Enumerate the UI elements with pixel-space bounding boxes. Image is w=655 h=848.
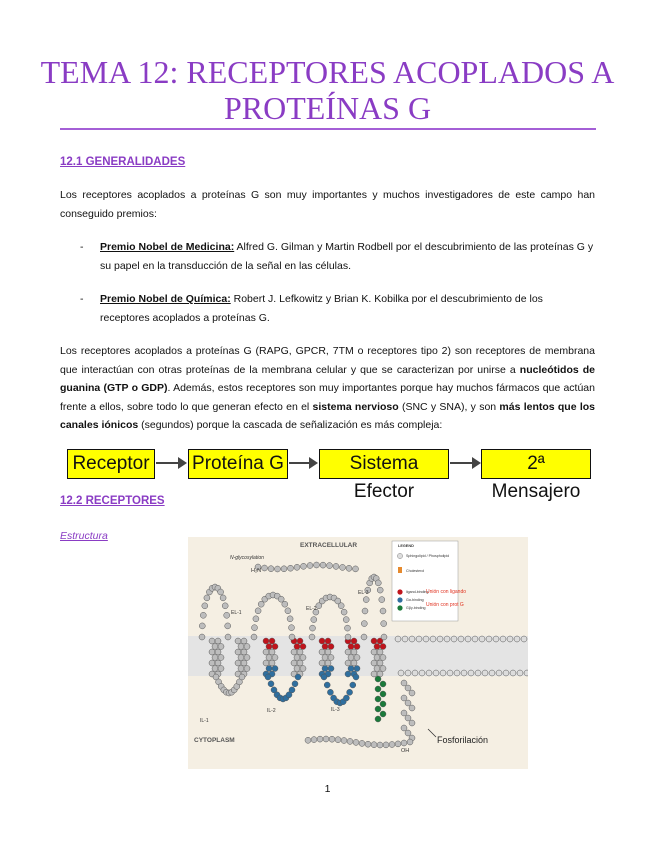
residue-bead (278, 596, 284, 602)
residue-bead (328, 666, 334, 672)
residue-bead (262, 565, 268, 571)
residue-bead (374, 644, 380, 650)
residue-bead (294, 666, 300, 672)
residue-bead (347, 689, 353, 695)
residue-bead (514, 636, 520, 642)
residue-bead (405, 730, 411, 736)
residue-bead (335, 737, 341, 743)
residue-bead (500, 636, 506, 642)
residue-bead (380, 701, 386, 707)
text-run: (segundos) porque la cascada de señalización es más compleja: (138, 419, 443, 431)
residue-bead (524, 670, 528, 676)
residue-bead (241, 649, 247, 655)
residue-bead (510, 670, 516, 676)
residue-bead (451, 636, 457, 642)
residue-bead (305, 737, 311, 743)
residue-bead (220, 595, 226, 601)
residue-bead (235, 638, 241, 644)
residue-bead (333, 563, 339, 569)
residue-bead (371, 660, 377, 666)
residue-bead (447, 670, 453, 676)
residue-bead (258, 601, 264, 607)
residue-bead (401, 740, 407, 746)
residue-bead (291, 660, 297, 666)
residue-bead (440, 670, 446, 676)
residue-bead (322, 666, 328, 672)
residue-bead (381, 634, 387, 640)
residue-bead (340, 564, 346, 570)
residue-bead (346, 565, 352, 571)
residue-bead (345, 634, 351, 640)
residue-bead (354, 644, 360, 650)
cytoplasm-label: CYTOPLASM (194, 737, 235, 744)
bullet-dash: - (80, 293, 84, 305)
residue-bead (307, 563, 313, 569)
residue-bead (244, 644, 250, 650)
residue-bead (314, 562, 320, 568)
residue-bead (402, 636, 408, 642)
residue-bead (310, 625, 316, 631)
residue-bead (322, 644, 328, 650)
residue-bead (343, 695, 349, 701)
residue-bead (289, 634, 295, 640)
residue-bead (486, 636, 492, 642)
residue-bead (419, 670, 425, 676)
c-terminus-label: OH (401, 748, 410, 754)
residue-bead (325, 649, 331, 655)
residue-bead (351, 638, 357, 644)
text-run: Los receptores acoplados a proteínas G (RAPG, GPCR, 7TM o receptores tipo 2) son receptores de membrana que interactúan con otras proteínas de la membrana celular y que se caracterizan por unirse a (60, 345, 595, 376)
residue-bead (204, 595, 210, 601)
residue-bead (341, 738, 347, 744)
residue-bead (235, 660, 241, 666)
residue-bead (320, 562, 326, 568)
bold-run: más lentos que los canales iónicos (60, 400, 595, 431)
residue-bead (345, 625, 351, 631)
bullet-dash: - (80, 241, 84, 253)
residue-bead (269, 660, 275, 666)
residue-bead (327, 689, 333, 695)
residue-bead (423, 636, 429, 642)
residue-bead (300, 655, 306, 661)
text-run: (SNC y SNA), y son (398, 400, 500, 413)
residue-bead (398, 670, 404, 676)
residue-bead (489, 670, 495, 676)
flow-box-segundo-mensajero: 2ª Mensajero (481, 449, 591, 479)
residue-bead (380, 711, 386, 717)
residue-bead (241, 660, 247, 666)
residue-bead (268, 681, 274, 687)
legend-sphingo: Sphingolipid / Phospholipid (406, 554, 450, 558)
residue-bead (380, 608, 386, 614)
residue-bead (405, 700, 411, 706)
page-title (40, 54, 615, 126)
residue-bead (266, 666, 272, 672)
residue-bead (377, 660, 383, 666)
residue-bead (324, 682, 330, 688)
residue-bead (269, 649, 275, 655)
residue-bead (212, 644, 218, 650)
residue-bead (294, 644, 300, 650)
residue-bead (363, 597, 369, 603)
residue-bead (380, 644, 386, 650)
residue-bead (365, 741, 371, 747)
legend-ga-swatch (397, 597, 402, 602)
residue-bead (401, 725, 407, 731)
residue-bead (348, 666, 354, 672)
residue-bead (212, 655, 218, 661)
residue-bead (253, 616, 259, 622)
residue-bead (322, 655, 328, 661)
residue-bead (375, 696, 381, 702)
figure-legend (392, 541, 466, 621)
residue-bead (374, 666, 380, 672)
residue-bead (263, 660, 269, 666)
residue-bead (401, 710, 407, 716)
residue-bead (401, 680, 407, 686)
residue-bead (300, 666, 306, 672)
residue-bead (430, 636, 436, 642)
residue-bead (285, 608, 291, 614)
il-2-label: IL-2 (267, 708, 276, 714)
residue-bead (292, 681, 298, 687)
flow-arrow (156, 462, 184, 464)
residue-bead (309, 634, 315, 640)
legend-gbg: Gβγ-binding (406, 606, 426, 610)
legend-chol: Cholesterol (406, 569, 425, 573)
bullet-nobel-quimica (80, 290, 595, 327)
residue-bead (343, 617, 349, 623)
el-2-label: EL-2 (306, 606, 317, 612)
flow-arrow (450, 462, 478, 464)
residue-bead (218, 644, 224, 650)
residue-bead (347, 738, 353, 744)
residue-bead (426, 670, 432, 676)
residue-bead (493, 636, 499, 642)
bullet-text: Robert J. Lefkowitz y Brian K. Kobilka por el descubrimiento de los receptores acoplados a proteínas G. (100, 293, 543, 324)
residue-bead (319, 660, 325, 666)
residue-bead (289, 687, 295, 693)
residue-bead (288, 565, 294, 571)
estructura-subheading: Estructura (60, 530, 108, 542)
residue-bead (517, 670, 523, 676)
residue-bead (294, 564, 300, 570)
residue-bead (323, 736, 329, 742)
residue-bead (461, 670, 467, 676)
n-terminus-label: H₂N (251, 568, 262, 574)
il-3-label: IL-3 (331, 707, 340, 713)
bullet-nobel-medicina (80, 238, 595, 275)
residue-bead (291, 649, 297, 655)
residue-bead (503, 670, 509, 676)
residue-bead (251, 634, 257, 640)
residue-bead (265, 674, 271, 680)
bullet-label: Premio Nobel de Química: (100, 293, 231, 305)
residue-bead (375, 686, 381, 692)
residue-bead (239, 674, 245, 680)
residue-bead (268, 566, 274, 572)
residue-bead (395, 741, 401, 747)
residue-bead (380, 655, 386, 661)
extracellular-label: EXTRACELLULAR (300, 542, 358, 549)
gpcr-structure-figure (188, 537, 528, 769)
residue-bead (329, 736, 335, 742)
residue-bead (354, 666, 360, 672)
residue-bead (375, 580, 381, 586)
residue-bead (433, 670, 439, 676)
legend-lipid-swatch (397, 553, 402, 558)
residue-bead (361, 621, 367, 627)
residue-bead (301, 563, 307, 569)
il-1-label: IL-1 (200, 718, 209, 724)
residue-bead (281, 566, 287, 572)
residue-bead (389, 742, 395, 748)
residue-bead (317, 736, 323, 742)
residue-bead (409, 720, 415, 726)
residue-bead (465, 636, 471, 642)
residue-bead (199, 623, 205, 629)
residue-bead (407, 739, 413, 745)
residue-bead (341, 609, 347, 615)
residue-bead (416, 636, 422, 642)
glycosylation-label: N-glycosylation (230, 555, 264, 561)
title-divider (60, 128, 596, 130)
title-line-2: PROTEÍNAS G (223, 90, 432, 126)
residue-bead (351, 649, 357, 655)
bullet-text: Alfred G. Gilman y Martin Rodbell por el descubrimiento de las proteínas G y su papel en la transducción de la señal en las células. (100, 241, 594, 272)
legend-ga: Gα-binding (406, 598, 424, 602)
residue-bead (325, 660, 331, 666)
residue-bead (325, 638, 331, 644)
residue-bead (300, 644, 306, 650)
residue-bead (380, 681, 386, 687)
residue-bead (255, 608, 261, 614)
residue-bead (266, 644, 272, 650)
residue-bead (319, 638, 325, 644)
legend-ligand: ligand-binding (406, 590, 429, 594)
page-number: 1 (324, 783, 331, 795)
residue-bead (252, 625, 258, 631)
residue-bead (218, 655, 224, 661)
el-1-label: EL-1 (231, 610, 242, 616)
residue-bead (412, 670, 418, 676)
residue-bead (209, 660, 215, 666)
bullet-label: Premio Nobel de Medicina: (100, 241, 235, 253)
residue-bead (200, 612, 206, 618)
residue-bead (353, 566, 359, 572)
residue-bead (521, 636, 527, 642)
residue-bead (348, 655, 354, 661)
bold-run: nucleótidos de guanina (GTP o GDP) (60, 363, 595, 394)
residue-bead (289, 625, 295, 631)
residue-bead (371, 638, 377, 644)
residue-bead (409, 636, 415, 642)
residue-bead (405, 670, 411, 676)
residue-bead (338, 603, 344, 609)
bold-run: sistema nervioso (312, 400, 399, 413)
residue-bead (282, 601, 288, 607)
residue-bead (374, 655, 380, 661)
residue-bead (380, 691, 386, 697)
legend-g-note: Unión con prot G (426, 602, 464, 608)
residue-bead (454, 670, 460, 676)
residue-bead (350, 682, 356, 688)
residue-bead (375, 676, 381, 682)
residue-bead (345, 671, 351, 677)
residue-bead (327, 563, 333, 569)
residue-bead (224, 612, 230, 618)
residue-bead (311, 737, 317, 743)
residue-bead (244, 655, 250, 661)
residue-bead (287, 616, 293, 622)
section-2-heading: 12.2 RECEPTORES (60, 495, 165, 507)
residue-bead (238, 666, 244, 672)
legend-ligand-swatch (397, 589, 402, 594)
residue-bead (218, 589, 224, 595)
residue-bead (225, 623, 231, 629)
legend-ligand-note: Unión con ligando (426, 589, 467, 595)
residue-bead (263, 638, 269, 644)
residue-bead (472, 636, 478, 642)
residue-bead (379, 597, 385, 603)
residue-bead (328, 644, 334, 650)
residue-bead (395, 636, 401, 642)
residue-bead (475, 670, 481, 676)
residue-bead (377, 587, 383, 593)
residue-bead (238, 655, 244, 661)
residue-bead (383, 742, 389, 748)
flow-box-proteina-g: Proteína G (188, 449, 288, 479)
residue-bead (241, 638, 247, 644)
residue-bead (362, 608, 368, 614)
residue-bead (199, 634, 205, 640)
residue-bead (405, 685, 411, 691)
title-line-1: TEMA 12: RECEPTORES ACOPLADOS A (40, 54, 615, 90)
residue-bead (375, 716, 381, 722)
residue-bead (215, 638, 221, 644)
section-1-heading: 12.1 GENERALIDADES (60, 156, 186, 168)
residue-bead (351, 660, 357, 666)
residue-bead (479, 636, 485, 642)
residue-bead (496, 670, 502, 676)
residue-bead (353, 674, 359, 680)
flow-arrow (289, 462, 315, 464)
residue-bead (244, 666, 250, 672)
residue-bead (328, 655, 334, 661)
residue-bead (371, 742, 377, 748)
residue-bead (371, 649, 377, 655)
residue-bead (294, 655, 300, 661)
intro-paragraph: Los receptores acoplados a proteínas G son muy importantes y muchos investigadores de este campo han conseguido premios: (60, 189, 595, 220)
fosforilacion-label: Fosforilación (437, 735, 489, 745)
residue-bead (348, 644, 354, 650)
residue-bead (272, 655, 278, 661)
residue-bead (215, 660, 221, 666)
residue-bead (409, 705, 415, 711)
flow-box-sistema-efector: Sistema Efector (319, 449, 449, 479)
residue-bead (202, 603, 208, 609)
residue-bead (377, 742, 383, 748)
residue-bead (297, 660, 303, 666)
residue-bead (345, 660, 351, 666)
residue-bead (482, 670, 488, 676)
residue-bead (209, 649, 215, 655)
residue-bead (215, 649, 221, 655)
residue-bead (235, 649, 241, 655)
el-3-label: EL-3 (358, 590, 369, 596)
residue-bead (295, 674, 301, 680)
residue-bead (458, 636, 464, 642)
residue-bead (468, 670, 474, 676)
residue-bead (297, 638, 303, 644)
residue-bead (319, 649, 325, 655)
residue-bead (354, 655, 360, 661)
residue-bead (209, 638, 215, 644)
residue-bead (377, 649, 383, 655)
residue-bead (272, 666, 278, 672)
residue-bead (297, 649, 303, 655)
residue-bead (263, 649, 269, 655)
residue-bead (405, 715, 411, 721)
residue-bead (321, 674, 327, 680)
residue-bead (401, 695, 407, 701)
residue-bead (272, 644, 278, 650)
residue-bead (218, 666, 224, 672)
legend-title: LEGEND (398, 544, 414, 548)
residue-bead (266, 655, 272, 661)
residue-bead (409, 690, 415, 696)
residue-bead (375, 706, 381, 712)
residue-bead (311, 617, 317, 623)
residue-bead (222, 603, 228, 609)
residue-bead (380, 666, 386, 672)
residue-bead (212, 666, 218, 672)
residue-bead (371, 671, 377, 677)
residue-bead (444, 636, 450, 642)
residue-bead (437, 636, 443, 642)
residue-bead (381, 621, 387, 627)
residue-bead (353, 739, 359, 745)
residue-bead (359, 740, 365, 746)
legend-chol-swatch (398, 567, 402, 573)
residue-bead (507, 636, 513, 642)
residue-bead (225, 634, 231, 640)
residue-bead (269, 638, 275, 644)
text-run: . Además, estos receptores son muy importantes porque hay muchos fármacos que actúan frente a ellos, sobre todo lo que generan efecto en el (60, 382, 595, 413)
residue-bead (275, 566, 281, 572)
residue-bead (345, 649, 351, 655)
residue-bead (361, 634, 367, 640)
legend-gbg-swatch (397, 605, 402, 610)
flow-box-receptor: Receptor (67, 449, 155, 479)
gpcr-paragraph (60, 342, 595, 435)
residue-bead (238, 644, 244, 650)
